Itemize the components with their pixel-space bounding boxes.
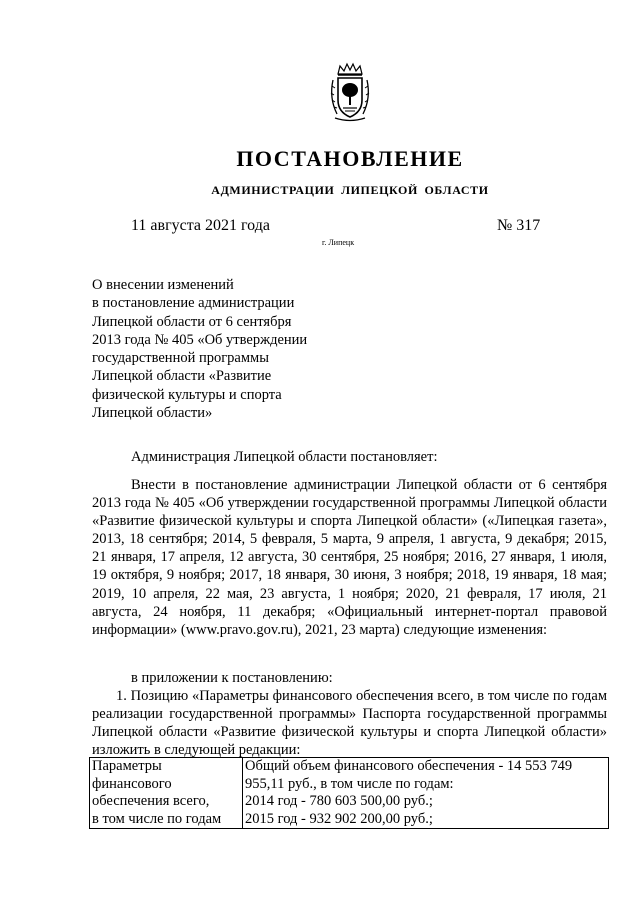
document-subject [92, 276, 342, 422]
subject-line: О внесении изменений [92, 277, 234, 293]
subject-line: Липецкой области от 6 сентября [92, 313, 292, 330]
subject-line: Липецкой области «Развитие [92, 368, 272, 385]
financing-table [89, 757, 609, 829]
table-cell-label [90, 758, 243, 829]
document-title: ПОСТАНОВЛЕНИЕ [236, 146, 464, 171]
table-cell-value [243, 758, 609, 829]
cell-line: Общий объем финансового обеспечения - 14 553 749 [245, 758, 573, 774]
cell-line: 2014 год - 780 603 500,00 руб.; [245, 793, 433, 809]
document-number: № 317 [497, 217, 541, 234]
coat-of-arms-icon [327, 62, 373, 122]
main-paragraph: Внести в постановление администрации Липецкой области от 6 сентября 2013 года № 405 «Об утверждении государственной программы Липецкой области «Развитие физической культуры и спорта Липецкой области» («Липецкая газета», 2013, 18 сентября; 2014, 5 февраля, 5 марта, 9 апреля, 1 августа, 9 декабря; 2015, 21 января, 17 апреля, 12 августа, 30 сентября, 25 ноября; 2016, 27 января, 1 июля, 19 октября, 9 ноября; 2017, 18 января, 30 июня, 3 ноября; 2018, 19 января, 18 мая; 2019, 10 апреля, 22 мая, 23 августа, 1 ноября; 2020, 21 февраля, 17 июля, 21 августа, 24 ноября, 11 декабря; «Официальный интернет-портал правовой информации» (www.pravo.gov.ru), 2021, 23 марта) следующие изменения: [92, 477, 607, 638]
document-city: г. Липецк [322, 238, 355, 247]
subject-line: 2013 года № 405 «Об утверждении [92, 331, 308, 348]
cell-line: Параметры [92, 758, 162, 774]
subject-line: в постановление администрации [92, 295, 295, 312]
cell-line: 2015 год - 932 902 200,00 руб.; [245, 810, 433, 827]
appendix-paragraph: в приложении к постановлению: [131, 670, 333, 686]
table-row [90, 758, 609, 829]
position-paragraph: 1. Позицию «Параметры финансового обеспечения всего, в том числе по годам реализации государственной программы» Паспорта государственной программы Липецкой области «Развитие физической культуры и спорта Липецкой области» изложить в следующей редакции: [92, 688, 607, 759]
cell-line: обеспечения всего, [92, 793, 210, 809]
subject-line: Липецкой области» [92, 405, 213, 422]
document-subtitle: АДМИНИСТРАЦИИ ЛИПЕЦКОЙ ОБЛАСТИ [211, 183, 489, 197]
document-date: 11 августа 2021 года [131, 217, 270, 234]
subject-line: государственной программы [92, 350, 269, 367]
cell-line: финансового [92, 775, 172, 792]
intro-paragraph: Администрация Липецкой области постановляет: [131, 449, 438, 465]
subject-line: физической культуры и спорта [92, 386, 282, 403]
cell-line: 955,11 руб., в том числе по годам: [245, 775, 454, 792]
cell-line: в том числе по годам [92, 810, 222, 827]
